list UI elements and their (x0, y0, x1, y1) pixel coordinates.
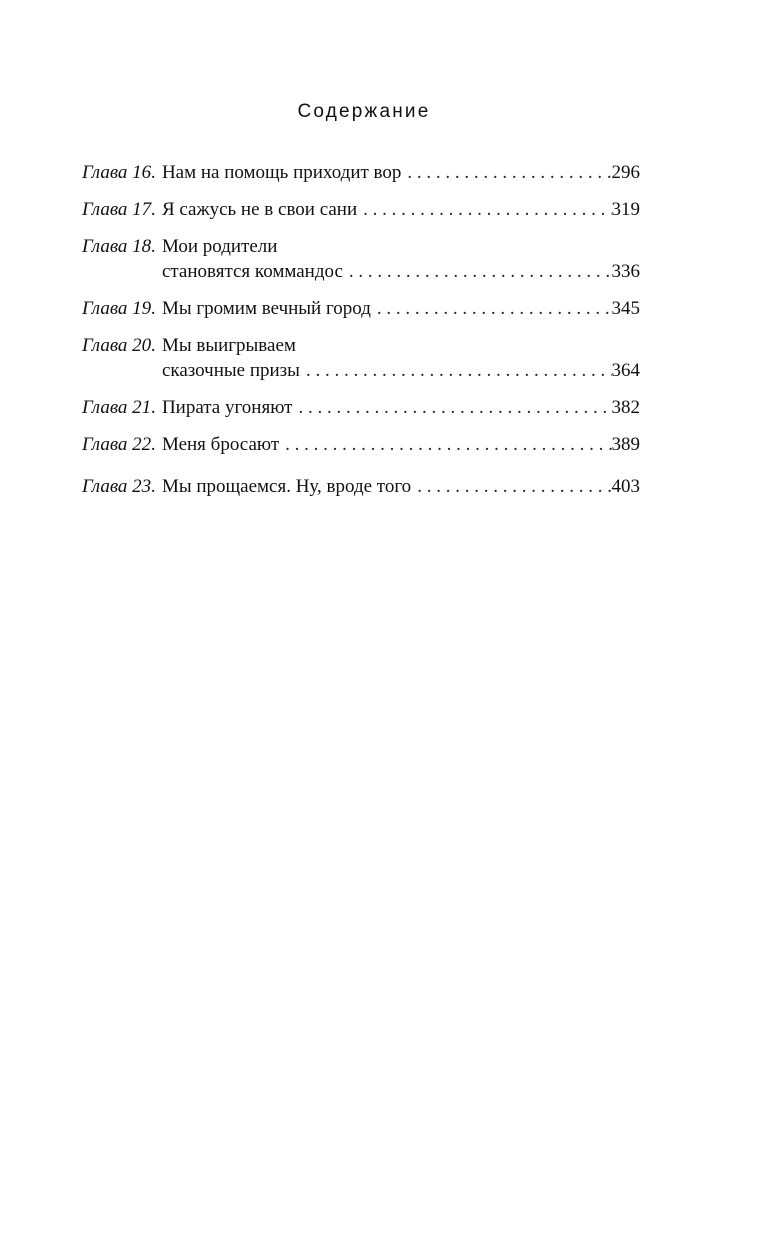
toc-entry (82, 333, 640, 383)
chapter-label: Глава 19. (82, 298, 156, 319)
chapter-title: Нам на помощь приходит вор (161, 162, 402, 183)
chapter-title-continued: сказочные призы (161, 360, 300, 381)
dot-leader (401, 160, 611, 185)
chapter-label: Глава 17. (82, 199, 156, 220)
toc-entry (82, 197, 640, 222)
chapter-label: Глава 23. (82, 476, 156, 497)
dot-leader (292, 395, 611, 420)
toc-entry (82, 474, 640, 499)
chapter-title: Мы громим вечный город (161, 298, 371, 319)
dot-leader (279, 432, 611, 457)
chapter-label: Глава 18. (82, 236, 156, 257)
chapter-title: Мои родители (161, 236, 278, 257)
chapter-label: Глава 21. (82, 397, 156, 418)
page-number: 319 (611, 199, 640, 220)
toc-heading: Содержание (297, 101, 431, 122)
page-number: 296 (611, 162, 640, 183)
page-number: 403 (611, 476, 640, 497)
toc-entry (82, 160, 640, 185)
toc-list (82, 160, 640, 499)
chapter-title: Меня бросают (161, 434, 280, 455)
dot-leader (371, 296, 612, 321)
page-number: 336 (611, 261, 640, 282)
chapter-label: Глава 22. (82, 434, 156, 455)
page-number: 389 (611, 434, 640, 455)
toc-entry (82, 234, 640, 284)
chapter-label: Глава 16. (82, 162, 156, 183)
page-number: 345 (611, 298, 640, 319)
page-number: 382 (611, 397, 640, 418)
chapter-title-continued: становятся коммандос (161, 261, 343, 282)
chapter-title: Пирата угоняют (161, 397, 293, 418)
toc-entry (82, 432, 640, 457)
dot-leader (343, 259, 612, 284)
chapter-label: Глава 20. (82, 335, 156, 356)
chapter-title: Мы прощаемся. Ну, вроде того (161, 476, 412, 497)
chapter-title: Я сажусь не в свои сани (161, 199, 358, 220)
toc-entry (82, 296, 640, 321)
toc-entry (82, 395, 640, 420)
chapter-title: Мы выигрываем (161, 335, 296, 356)
dot-leader (411, 474, 611, 499)
dot-leader (300, 358, 612, 383)
page-number: 364 (611, 360, 640, 381)
dot-leader (357, 197, 611, 222)
